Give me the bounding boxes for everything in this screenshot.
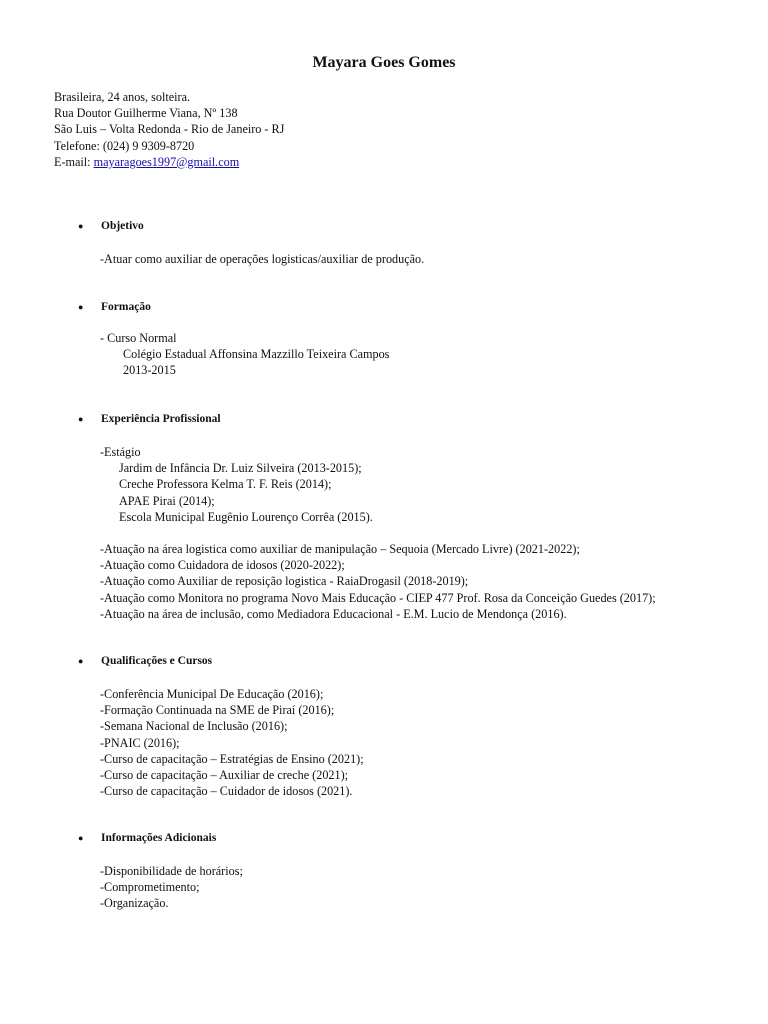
section-header — [0, 299, 768, 315]
bullet-icon: ● — [78, 302, 84, 312]
bullet-icon: ● — [78, 833, 84, 843]
section-header — [0, 411, 768, 427]
section-header — [0, 653, 768, 669]
section-qualificacoes — [0, 653, 768, 669]
list-item: -Conferência Municipal De Educação (2016); — [100, 687, 324, 701]
email-link[interactable]: mayaragoes1997@gmail.com — [93, 154, 240, 169]
list-item: Creche Professora Kelma T. F. Reis (2014); — [119, 477, 332, 492]
section-header — [0, 830, 768, 846]
list-item: APAE Pirai (2014); — [119, 493, 215, 508]
list-item: Escola Municipal Eugênio Lourenço Corrêa (2015). — [119, 509, 373, 524]
formacao-course: - Curso Normal — [100, 331, 177, 345]
informacoes-body — [100, 863, 740, 912]
section-formacao — [0, 299, 768, 315]
list-item: -Formação Continuada na SME de Piraí (2016); — [100, 703, 335, 718]
list-item: -Comprometimento; — [100, 880, 200, 895]
formacao-school: Colégio Estadual Affonsina Mazzillo Teixeira Campos — [123, 347, 390, 362]
spacer — [100, 525, 740, 541]
contact-block — [54, 89, 734, 170]
address-city: São Luis – Volta Redonda - Rio de Janeiro - RJ — [54, 122, 285, 137]
objetivo-text: -Atuar como auxiliar de operações logisticas/auxiliar de produção. — [100, 252, 425, 266]
bullet-icon: ● — [78, 221, 84, 231]
experiencia-body — [100, 444, 740, 622]
page-title: Mayara Goes Gomes — [312, 54, 456, 71]
list-item: -Curso de capacitação – Auxiliar de creche (2021); — [100, 768, 349, 783]
list-item: -Semana Nacional de Inclusão (2016); — [100, 719, 288, 734]
address-street: Rua Doutor Guilherme Viana, Nº 138 — [54, 106, 238, 121]
list-item: -Curso de capacitação – Cuidador de idosos (2021). — [100, 784, 353, 799]
list-item: -Atuação como Cuidadora de idosos (2020-2022); — [100, 558, 345, 573]
list-item: -Atuação na área de inclusão, como Mediadora Educacional - E.M. Lucio de Mendonça (2016). — [100, 606, 567, 621]
list-item: -PNAIC (2016); — [100, 735, 180, 750]
email-line — [54, 154, 734, 170]
section-header — [0, 218, 768, 234]
section-title-objetivo: Objetivo — [101, 220, 144, 232]
bullet-icon: ● — [78, 414, 84, 424]
email-label: E-mail: — [54, 154, 94, 169]
section-informacoes — [0, 830, 768, 846]
list-item: -Atuação como Monitora no programa Novo Mais Educação - CIEP 477 Prof. Rosa da Conceição Guedes (2017); — [100, 590, 656, 605]
section-title-formacao: Formação — [101, 301, 151, 313]
list-item: Jardim de Infância Dr. Luiz Silveira (2013-2015); — [119, 461, 362, 476]
phone: Telefone: (024) 9 9309-8720 — [54, 138, 195, 153]
list-item: -Atuação como Auxiliar de reposição logistica - RaiaDrogasil (2018-2019); — [100, 574, 469, 589]
objetivo-body — [100, 251, 740, 267]
section-title-experiencia: Experiência Profissional — [101, 413, 221, 425]
section-experiencia — [0, 411, 768, 427]
formacao-body — [100, 330, 740, 379]
section-objetivo — [0, 218, 768, 234]
bullet-icon: ● — [78, 656, 84, 666]
formacao-years: 2013-2015 — [123, 363, 176, 378]
personal-info: Brasileira, 24 anos, solteira. — [54, 90, 191, 104]
estagio-label: -Estágio — [100, 445, 141, 459]
section-title-qualificacoes: Qualificações e Cursos — [101, 655, 213, 667]
qualificacoes-body — [100, 686, 740, 799]
list-item: -Disponibilidade de horários; — [100, 864, 243, 878]
section-title-informacoes: Informações Adicionais — [101, 832, 217, 844]
list-item: -Organização. — [100, 896, 169, 911]
list-item: -Curso de capacitação – Estratégias de Ensino (2021); — [100, 751, 364, 766]
list-item: -Atuação na área logistica como auxiliar de manipulação – Sequoia (Mercado Livre) (2021-2022); — [100, 542, 580, 557]
